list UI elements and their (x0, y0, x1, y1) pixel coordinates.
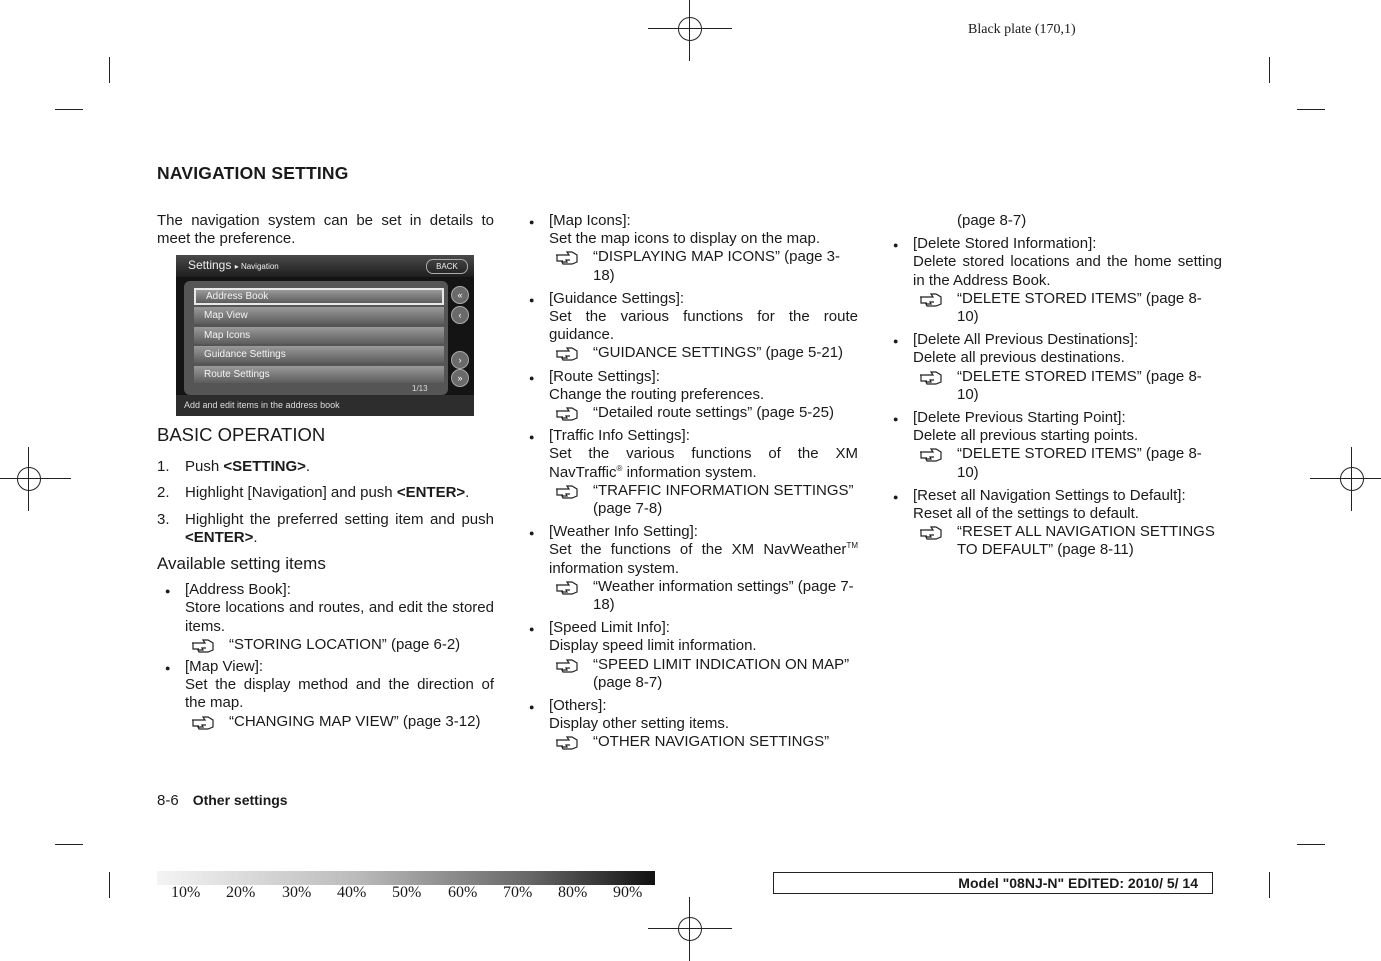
plate-label: Black plate (170,1) (968, 22, 1076, 37)
available-items-title: Available setting items (157, 554, 326, 574)
registration-mark-right (1332, 459, 1372, 499)
section-heading: NAVIGATION SETTING (157, 163, 349, 183)
scale-label: 50% (392, 884, 422, 901)
step-2: 2. Highlight [Navigation] and push <ENTER>. (157, 484, 470, 502)
scroll-up-icon[interactable]: ‹ (451, 306, 469, 324)
menu-row[interactable]: Map View (194, 307, 444, 324)
pointing-hand-icon (555, 406, 581, 422)
list-item: [Map View]: Set the display method and the direction of the map. “CHANGING MAP VIEW” (page 3-12) (185, 658, 494, 730)
crop-mark (1297, 844, 1325, 845)
registration-mark-bottom (670, 909, 710, 949)
scroll-top-icon[interactable]: « (451, 286, 469, 304)
list-item: [Reset all Navigation Settings to Default]: Reset all of the settings to default. “RESET ALL NAVIGATION SETTINGS TO DEFAULT” (page 8-11) (913, 486, 1215, 559)
pointing-hand-icon (555, 484, 581, 500)
scale-label: 80% (558, 884, 588, 901)
scroll-bottom-icon[interactable]: » (451, 369, 469, 387)
scale-label: 90% (613, 884, 643, 901)
pointing-hand-icon (919, 370, 945, 386)
scale-label: 60% (448, 884, 478, 901)
crop-mark (55, 844, 83, 845)
pointing-hand-icon (555, 250, 581, 266)
pointing-hand-icon (919, 447, 945, 463)
pointing-hand-icon (555, 346, 581, 362)
list-item: [Others]: Display other setting items. “OTHER NAVIGATION SETTINGS” (549, 697, 830, 751)
list-item: [Delete Stored Information]: Delete stored locations and the home setting in the Address Book. “DELETE STORED ITEMS” (page 8-10) (913, 235, 1222, 326)
registration-mark-top (670, 9, 710, 49)
pointing-hand-icon (555, 580, 581, 596)
scale-label: 30% (282, 884, 312, 901)
intro-text: The navigation system can be set in details to meet the preference. (157, 212, 494, 248)
crop-mark (1269, 872, 1270, 898)
registration-mark-left (9, 459, 49, 499)
pointing-hand-icon (919, 292, 945, 308)
scale-label: 10% (171, 884, 201, 901)
menu-row[interactable]: Address Book (194, 288, 444, 305)
step-1: 1. Push <SETTING>. (157, 458, 311, 476)
screen-footer: Add and edit items in the address book (176, 395, 474, 416)
list-item: [Speed Limit Info]: Display speed limit information. “SPEED LIMIT INDICATION ON MAP” (page 8-7) (549, 619, 850, 691)
basic-operation-title: BASIC OPERATION (157, 424, 326, 445)
list-item: [Guidance Settings]: Set the various functions for the route guidance. “GUIDANCE SETTINGS” (page 5-21) (549, 289, 858, 362)
menu-row[interactable]: Route Settings (194, 366, 444, 383)
list-item: [Traffic Info Settings]: Set the various functions of the XM NavTraffic® information system. “TRAFFIC INFORMATION SETTINGS” (page 7-8) (549, 427, 858, 518)
column-2 (521, 212, 858, 752)
model-edited-box: Model "08NJ-N" EDITED: 2010/ 5/ 14 (773, 872, 1213, 894)
pointing-hand-icon (555, 735, 581, 751)
menu-row[interactable]: Guidance Settings (194, 346, 444, 363)
pointing-hand-icon (191, 715, 217, 731)
list-item: [Weather Info Setting]: Set the functions of the XM NavWeather™ information system. “Weather information settings” (page 7-18) (549, 523, 858, 614)
pointing-hand-icon (555, 658, 581, 674)
crop-mark (109, 57, 110, 83)
crop-mark (1269, 57, 1270, 83)
list-item: [Address Book]: Store locations and routes, and edit the stored items. “STORING LOCATION” (page 6-2) (185, 581, 494, 653)
scale-label: 70% (503, 884, 533, 901)
crop-mark (1297, 109, 1325, 110)
screen-title: Settings ▸ Navigation (188, 258, 279, 272)
list-item: [Delete All Previous Destinations]: Delete all previous destinations. “DELETE STORED ITEMS” (page 8-10) (913, 331, 1202, 403)
column-1 (157, 212, 494, 248)
pointing-hand-icon (919, 525, 945, 541)
pointing-hand-icon (191, 638, 217, 654)
list-item: [Delete Previous Starting Point]: Delete all previous starting points. “DELETE STORED ITEMS” (page 8-10) (913, 409, 1202, 481)
menu-row[interactable]: Map Icons (194, 327, 444, 344)
list-item: [Route Settings]: Change the routing preferences. “Detailed route settings” (page 5-25) (549, 367, 834, 422)
scale-label: 40% (337, 884, 367, 901)
continued-ref: (page 8-7) (957, 212, 1027, 229)
crop-mark (109, 872, 110, 898)
column-3 (885, 212, 1222, 560)
scroll-down-icon[interactable]: › (451, 351, 469, 369)
list-item: [Map Icons]: Set the map icons to display on the map. “DISPLAYING MAP ICONS” (page 3-18) (549, 212, 841, 284)
crop-mark (55, 109, 83, 110)
tone-scale-bar (157, 871, 655, 885)
page-indicator: 1/13 (412, 384, 428, 393)
scale-label: 20% (226, 884, 256, 901)
step-3: 3. Highlight the preferred setting item and push <ENTER>. (157, 510, 494, 546)
settings-screen-image (176, 255, 474, 416)
page-footer: 8-6 Other settings (157, 792, 288, 809)
column-1-lower (157, 426, 494, 731)
back-button[interactable]: BACK (426, 259, 468, 274)
